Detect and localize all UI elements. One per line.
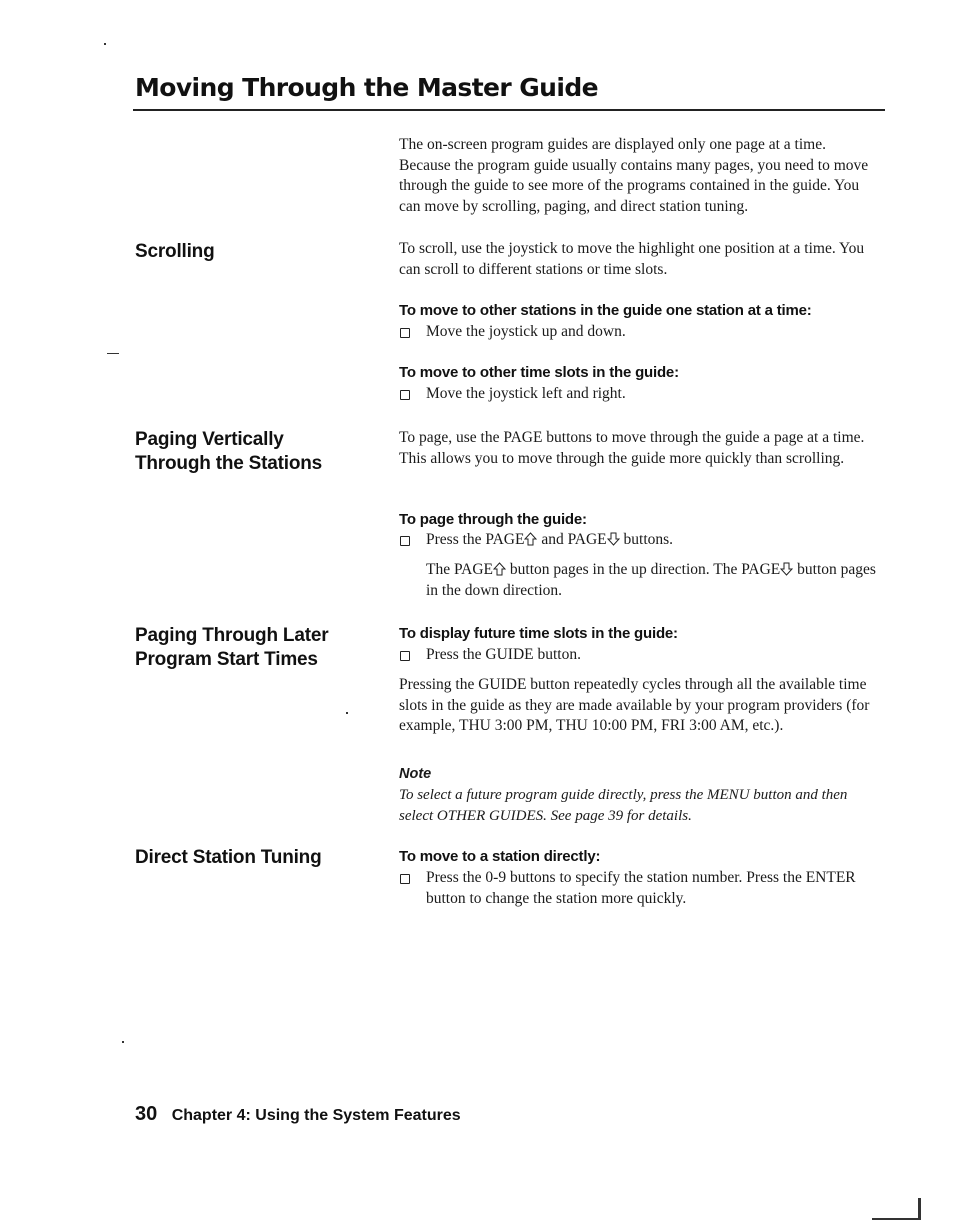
note-label: Note: [399, 766, 432, 782]
page-down-arrow-icon: [780, 562, 793, 576]
step-text: buttons.: [623, 531, 674, 548]
heading-line: Through the Stations: [135, 453, 323, 474]
paging-vertically-paragraph: To page, use the PAGE buttons to move through the guide a page at a time. This allows you to move through the guide more quickly than scrolling.: [399, 429, 865, 467]
checkbox-bullet-icon: [400, 874, 410, 884]
detail-text: The PAGE: [426, 561, 494, 578]
paging-later-heading: [135, 624, 355, 672]
step-text: Press the GUIDE button.: [426, 646, 581, 663]
note-text: To select a future program guide directly, press the MENU button and then select OTHER GUIDES. See page 39 for details.: [399, 787, 848, 824]
checkbox-bullet-icon: [400, 390, 410, 400]
scrolling-heading: Scrolling: [135, 241, 215, 262]
scan-speck: [107, 353, 119, 354]
title-rule: [133, 109, 885, 111]
direct-tuning-procedure-title: To move to a station directly:: [399, 848, 601, 865]
page-buttons-detail: [426, 560, 886, 601]
step-text: Move the joystick left and right.: [426, 385, 626, 402]
scroll-stations-procedure-title: To move to other stations in the guide one station at a time:: [399, 302, 812, 319]
step-text: Press the 0-9 buttons to specify the station number. Press the ENTER button to change the station more quickly.: [426, 869, 856, 907]
intro-paragraph: The on-screen program guides are displayed only one page at a time. Because the program guide usually contains many pages, you need to move through the guide to see more of the programs contained in the guide. You can move by scrolling, paging, and direct station tuning.: [399, 136, 869, 215]
detail-text: button pages in the up direction. The PAGE: [509, 561, 781, 578]
checkbox-bullet-icon: [400, 651, 410, 661]
page-title: Moving Through the Master Guide: [135, 73, 598, 102]
page-number: 30: [135, 1103, 158, 1125]
step-text: and PAGE: [541, 531, 607, 548]
scan-speck: [346, 712, 348, 714]
scroll-stations-step: [399, 322, 881, 343]
page-through-step: [399, 530, 881, 551]
future-slots-step: [399, 645, 881, 666]
page-footer: [135, 1103, 461, 1126]
detail-text: button pages in the down direction.: [426, 561, 876, 599]
checkbox-bullet-icon: [400, 328, 410, 338]
scroll-time-slots-procedure-title: To move to other time slots in the guide:: [399, 364, 679, 381]
direct-tuning-heading: Direct Station Tuning: [135, 847, 322, 868]
scrolling-paragraph: To scroll, use the joystick to move the highlight one position at a time. You can scroll to different stations or time slots.: [399, 240, 865, 278]
scan-speck: [122, 1041, 124, 1043]
heading-line: Paging Through Later: [135, 625, 329, 646]
step-text: Move the joystick up and down.: [426, 323, 626, 340]
scroll-time-slots-step: [399, 384, 881, 405]
scan-speck: [104, 43, 106, 45]
future-slots-procedure-title: To display future time slots in the guide:: [399, 625, 678, 642]
paging-vertically-heading: [135, 428, 355, 476]
page-down-arrow-icon: [607, 532, 620, 546]
scan-speck: [872, 1218, 920, 1220]
step-text: Press the PAGE: [426, 531, 525, 548]
page-through-procedure-title: To page through the guide:: [399, 511, 587, 528]
chapter-title: Chapter 4: Using the System Features: [171, 1107, 461, 1124]
page-up-arrow-icon: [524, 532, 537, 546]
heading-line: Program Start Times: [135, 649, 318, 670]
heading-line: Paging Vertically: [135, 429, 284, 450]
scan-speck: [918, 1198, 921, 1220]
checkbox-bullet-icon: [400, 536, 410, 546]
page-up-arrow-icon: [493, 562, 506, 576]
direct-tuning-step: [399, 868, 881, 909]
guide-button-paragraph: Pressing the GUIDE button repeatedly cycles through all the available time slots in the guide as they are made available by your program providers (for example, THU 3:00 PM, THU 10:00 PM, FRI 3:00 AM, etc.).: [399, 676, 870, 734]
